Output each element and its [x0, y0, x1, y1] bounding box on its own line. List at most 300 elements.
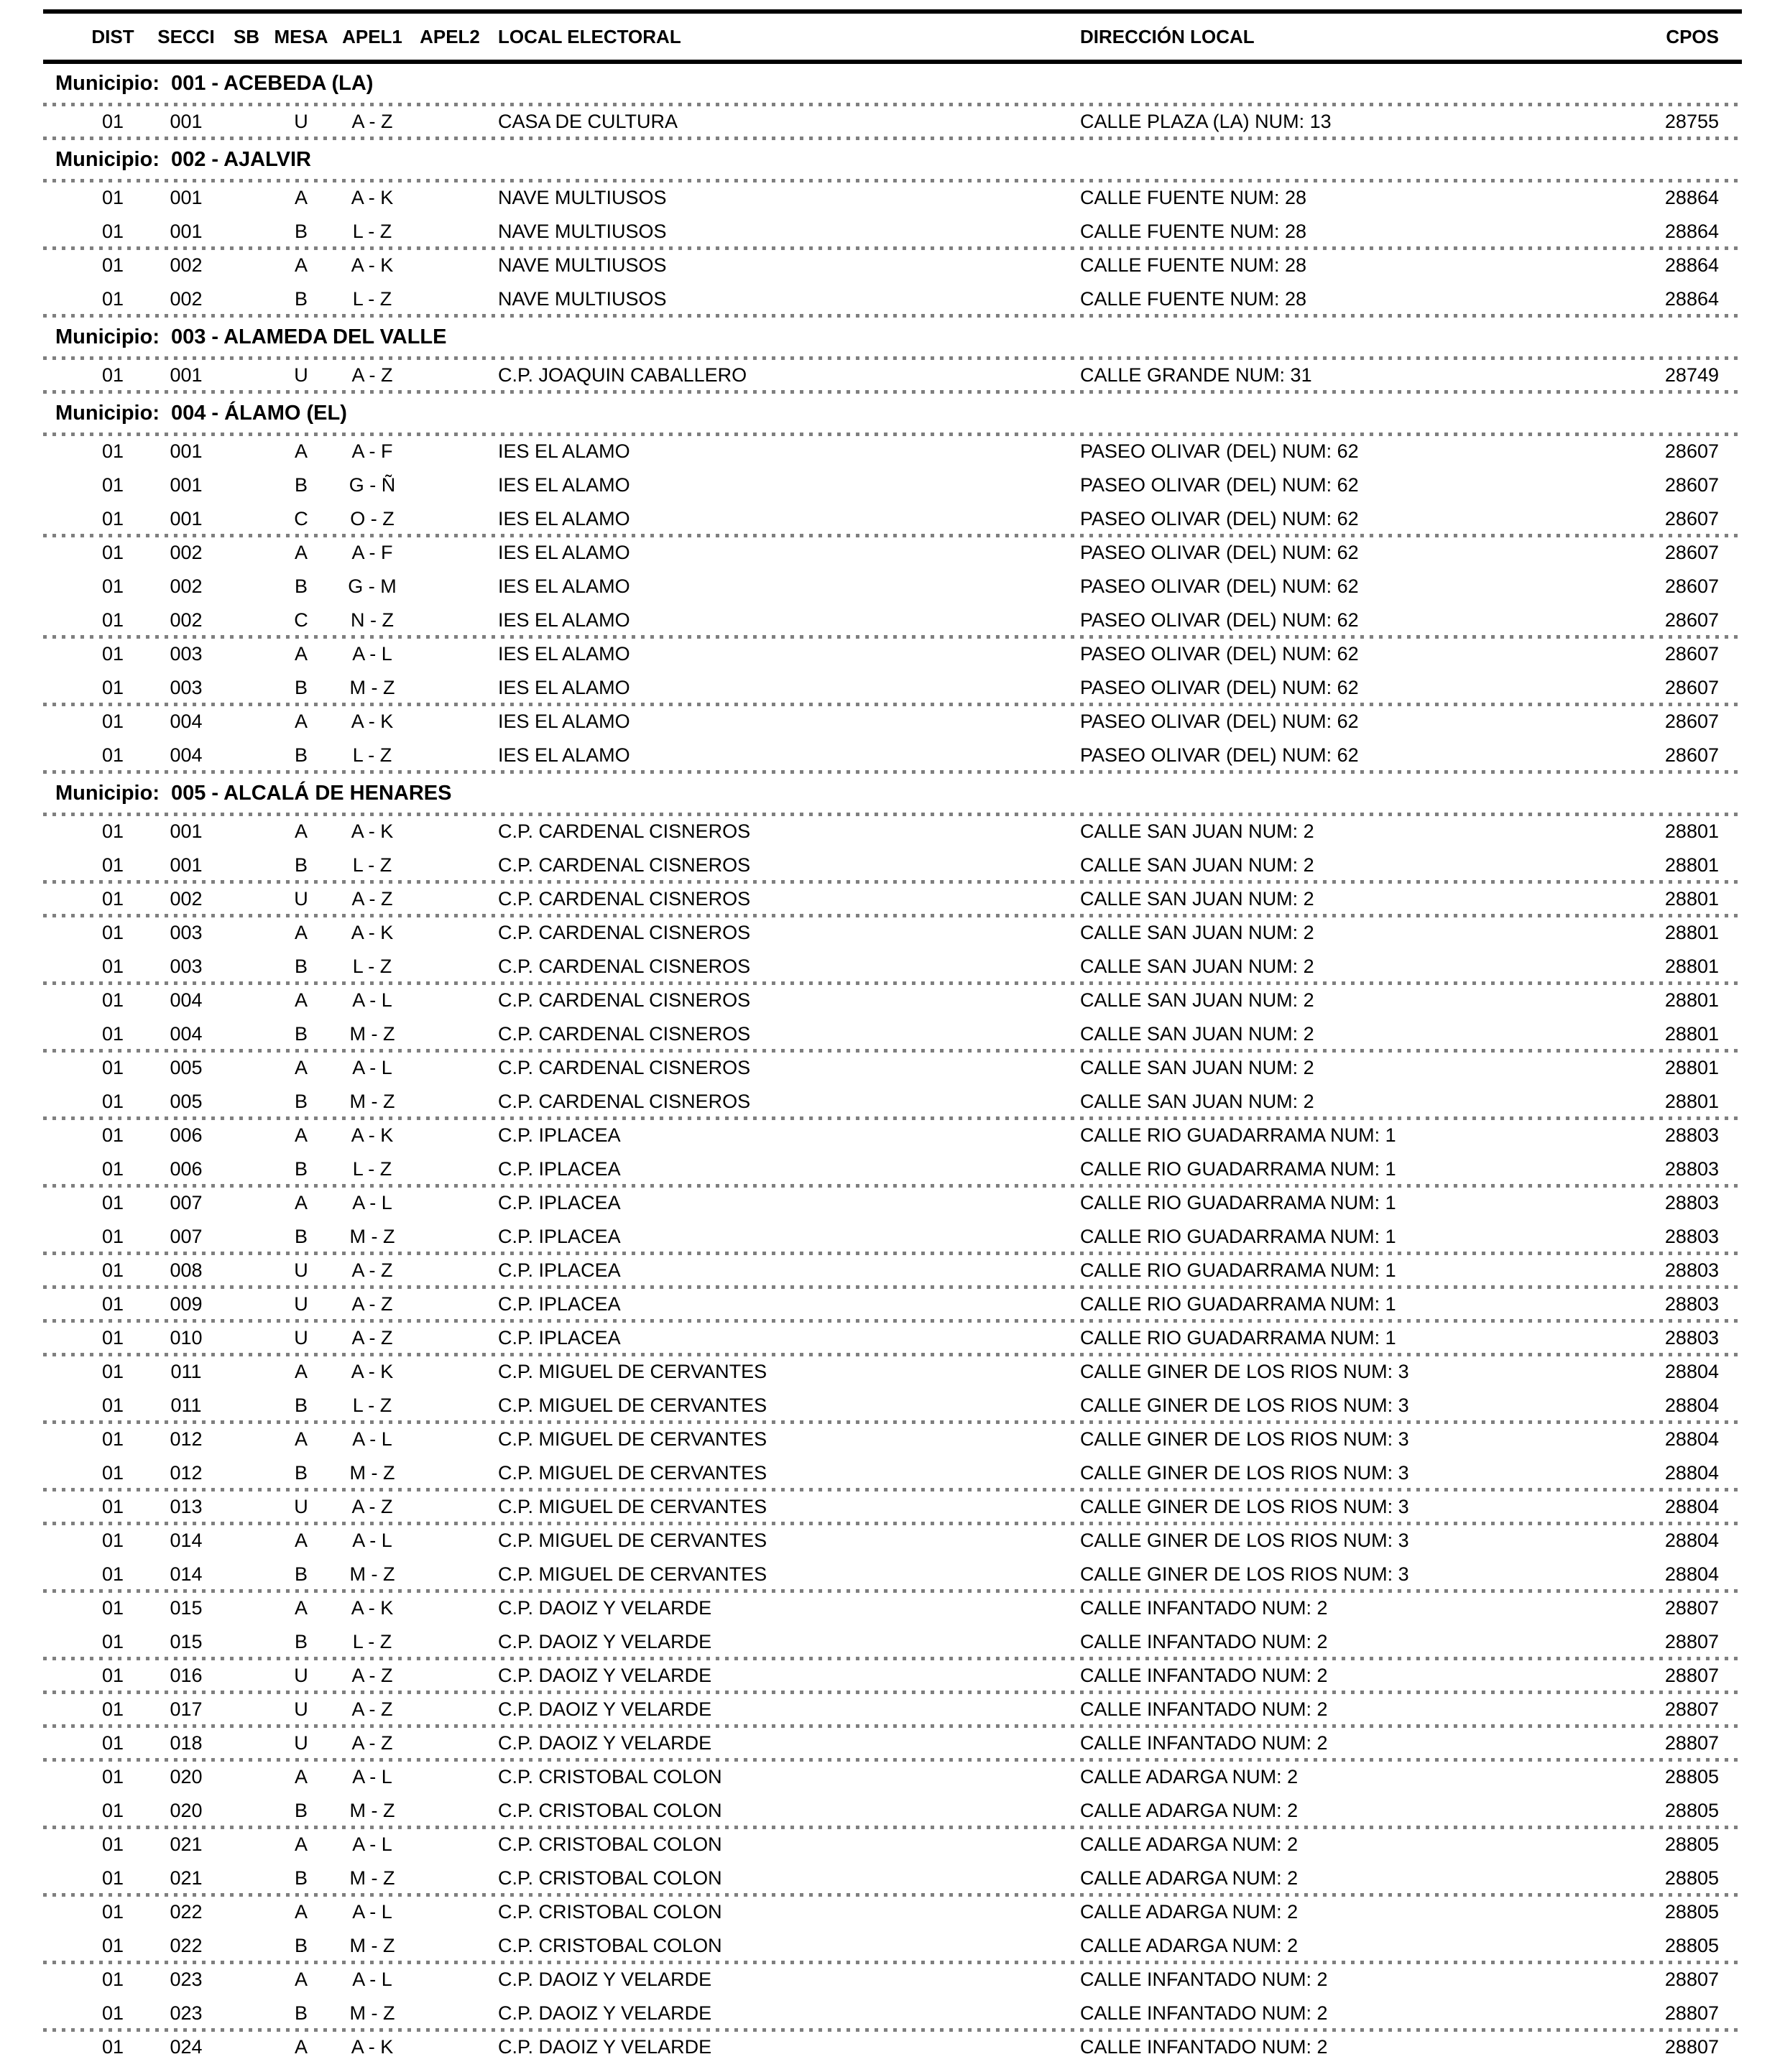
cell-apel1: M - Z: [349, 1090, 395, 1112]
cell-sb: [218, 250, 275, 280]
cell-local-electoral: IES EL ALAMO: [498, 541, 630, 563]
cell-apel2: [407, 706, 493, 736]
cell-apel2: [407, 917, 493, 948]
table-row: [0, 1627, 1785, 1657]
cell-direccion-local: PASEO OLIVAR (DEL) NUM: 62: [1080, 710, 1359, 732]
column-header-local-electoral: LOCAL ELECTORAL: [498, 25, 681, 47]
cell-sb: [218, 106, 275, 137]
cell-dist: 01: [101, 1191, 124, 1213]
cell-apel2: [407, 1390, 493, 1420]
cell-apel1: A - Z: [351, 1259, 393, 1281]
cell-local-electoral: IES EL ALAMO: [498, 744, 630, 766]
cell-dist: 01: [101, 1698, 124, 1720]
cell-direccion-local: CALLE RIO GUADARRAMA NUM: 1: [1080, 1326, 1396, 1349]
table-row: [0, 1525, 1785, 1555]
cell-apel2: [407, 985, 493, 1015]
cell-secci: 001: [170, 220, 203, 242]
cell-apel1: G - M: [348, 575, 397, 597]
table-body: [0, 64, 1785, 2062]
cell-sb: [218, 1053, 275, 1083]
table-row: [0, 1086, 1785, 1116]
cell-dist: 01: [101, 921, 124, 943]
municipality-section: [0, 394, 1785, 774]
cell-local-electoral: C.P. MIGUEL DE CERVANTES: [498, 1428, 767, 1450]
cell-apel1: M - Z: [349, 1225, 395, 1247]
table-row: [0, 1593, 1785, 1623]
cell-apel1: A - Z: [351, 1326, 393, 1349]
cell-cpos: 28804: [1664, 1495, 1719, 1517]
table-row: [0, 1221, 1785, 1252]
cell-mesa: B: [294, 1934, 308, 1956]
cell-direccion-local: CALLE SAN JUAN NUM: 2: [1080, 1022, 1314, 1045]
column-header-secci: SECCI: [157, 25, 215, 47]
cell-local-electoral: C.P. MIGUEL DE CERVANTES: [498, 1563, 767, 1585]
cell-direccion-local: PASEO OLIVAR (DEL) NUM: 62: [1080, 642, 1359, 665]
cell-direccion-local: CALLE INFANTADO NUM: 2: [1080, 2002, 1328, 2024]
cell-mesa: B: [294, 1867, 308, 1889]
municipality-name: 003 - ALAMEDA DEL VALLE: [170, 325, 447, 348]
cell-cpos: 28803: [1664, 1191, 1719, 1213]
cell-cpos: 28804: [1664, 1563, 1719, 1585]
cell-direccion-local: CALLE ADARGA NUM: 2: [1080, 1833, 1299, 1855]
table-row: [0, 1424, 1785, 1454]
section-row-group: [0, 2032, 1785, 2062]
cell-mesa: U: [294, 1698, 308, 1720]
cell-dist: 01: [101, 1090, 124, 1112]
cell-cpos: 28803: [1664, 1157, 1719, 1180]
cell-cpos: 28804: [1664, 1394, 1719, 1416]
cell-apel2: [407, 1019, 493, 1049]
cell-sb: [218, 850, 275, 880]
cell-mesa: B: [294, 473, 308, 496]
cell-cpos: 28864: [1664, 186, 1719, 208]
cell-dist: 01: [101, 1225, 124, 1247]
cell-apel1: A - L: [352, 1833, 392, 1855]
cell-dist: 01: [101, 254, 124, 276]
section-row-group: [0, 1525, 1785, 1589]
section-row-group: [0, 816, 1785, 880]
table-row: [0, 951, 1785, 981]
cell-mesa: B: [294, 575, 308, 597]
cell-cpos: 28801: [1664, 1056, 1719, 1078]
cell-local-electoral: C.P. IPLACEA: [498, 1292, 621, 1315]
cell-apel1: M - Z: [349, 1799, 395, 1821]
cell-dist: 01: [101, 110, 124, 132]
cell-apel2: [407, 504, 493, 534]
table-row: [0, 1053, 1785, 1083]
cell-local-electoral: NAVE MULTIUSOS: [498, 254, 667, 276]
cell-cpos: 28801: [1664, 1090, 1719, 1112]
cell-direccion-local: CALLE GINER DE LOS RIOS NUM: 3: [1080, 1529, 1409, 1551]
cell-mesa: B: [294, 287, 308, 310]
cell-direccion-local: CALLE FUENTE NUM: 28: [1080, 254, 1307, 276]
cell-dist: 01: [101, 220, 124, 242]
cell-mesa: B: [294, 955, 308, 977]
cell-cpos: 28864: [1664, 254, 1719, 276]
cell-dist: 01: [101, 1833, 124, 1855]
cell-apel2: [407, 1356, 493, 1387]
section-row-group: [0, 1694, 1785, 1724]
cell-secci: 015: [170, 1596, 203, 1619]
cell-secci: 011: [170, 1394, 202, 1416]
cell-local-electoral: C.P. CARDENAL CISNEROS: [498, 820, 751, 842]
cell-direccion-local: CALLE INFANTADO NUM: 2: [1080, 1731, 1328, 1754]
cell-apel1: A - Z: [351, 1664, 393, 1686]
cell-cpos: 28807: [1664, 1968, 1719, 1990]
cell-direccion-local: CALLE INFANTADO NUM: 2: [1080, 1968, 1328, 1990]
cell-secci: 002: [170, 887, 203, 910]
cell-dist: 01: [101, 642, 124, 665]
cell-sb: [218, 1795, 275, 1826]
section-row-group: [0, 1964, 1785, 2028]
cell-apel2: [407, 436, 493, 466]
cell-cpos: 28804: [1664, 1529, 1719, 1551]
table-row: [0, 672, 1785, 703]
cell-apel1: A - L: [352, 642, 392, 665]
cell-local-electoral: C.P. DAOIZ Y VELARDE: [498, 2002, 712, 2024]
table-row: [0, 537, 1785, 568]
cell-apel2: [407, 1559, 493, 1589]
cell-dist: 01: [101, 744, 124, 766]
municipality-label: Municipio:: [55, 71, 160, 95]
cell-dist: 01: [101, 1529, 124, 1551]
cell-secci: 023: [170, 1968, 203, 1990]
cell-apel2: [407, 1323, 493, 1353]
cell-apel1: L - Z: [352, 220, 392, 242]
cell-apel1: M - Z: [349, 2002, 395, 2024]
table-row: [0, 1795, 1785, 1826]
cell-dist: 01: [101, 541, 124, 563]
cell-dist: 01: [101, 955, 124, 977]
cell-direccion-local: CALLE GINER DE LOS RIOS NUM: 3: [1080, 1360, 1409, 1382]
table-row: [0, 1829, 1785, 1859]
cell-mesa: A: [294, 1124, 308, 1146]
cell-apel2: [407, 1053, 493, 1083]
cell-mesa: B: [294, 1157, 308, 1180]
cell-dist: 01: [101, 676, 124, 698]
cell-dist: 01: [101, 887, 124, 910]
cell-direccion-local: CALLE SAN JUAN NUM: 2: [1080, 1056, 1314, 1078]
table-row: [0, 1897, 1785, 1927]
table-row: [0, 1559, 1785, 1589]
cell-direccion-local: CALLE INFANTADO NUM: 2: [1080, 1596, 1328, 1619]
cell-sb: [218, 470, 275, 500]
cell-mesa: U: [294, 1326, 308, 1349]
municipality-header: [0, 318, 1785, 356]
cell-secci: 006: [170, 1124, 203, 1146]
cell-local-electoral: C.P. DAOIZ Y VELARDE: [498, 1731, 712, 1754]
municipality-label: Municipio:: [55, 781, 160, 805]
cell-sb: [218, 816, 275, 846]
cell-sb: [218, 1525, 275, 1555]
cell-apel1: G - Ñ: [349, 473, 396, 496]
cell-local-electoral: C.P. MIGUEL DE CERVANTES: [498, 1394, 767, 1416]
cell-secci: 001: [170, 854, 203, 876]
cell-sb: [218, 436, 275, 466]
cell-direccion-local: CALLE INFANTADO NUM: 2: [1080, 1698, 1328, 1720]
cell-secci: 024: [170, 2035, 203, 2058]
section-row-group: [0, 1829, 1785, 1893]
cell-local-electoral: C.P. MIGUEL DE CERVANTES: [498, 1360, 767, 1382]
cell-mesa: U: [294, 110, 308, 132]
cell-apel2: [407, 1154, 493, 1184]
cell-apel1: A - Z: [351, 887, 393, 910]
cell-cpos: 28607: [1664, 642, 1719, 665]
cell-sb: [218, 740, 275, 770]
cell-sb: [218, 1863, 275, 1893]
cell-mesa: A: [294, 989, 308, 1011]
cell-sb: [218, 1086, 275, 1116]
cell-apel1: A - Z: [351, 1495, 393, 1517]
cell-dist: 01: [101, 1664, 124, 1686]
cell-direccion-local: CALLE GINER DE LOS RIOS NUM: 3: [1080, 1495, 1409, 1517]
cell-sb: [218, 1694, 275, 1724]
cell-secci: 001: [170, 507, 203, 529]
cell-apel1: L - Z: [352, 854, 392, 876]
table-row: [0, 985, 1785, 1015]
cell-local-electoral: IES EL ALAMO: [498, 507, 630, 529]
column-header-sb: SB: [233, 25, 260, 47]
cell-cpos: 28801: [1664, 854, 1719, 876]
section-row-group: [0, 1728, 1785, 1758]
cell-mesa: B: [294, 1022, 308, 1045]
table-row: [0, 216, 1785, 246]
cell-direccion-local: CALLE INFANTADO NUM: 2: [1080, 1664, 1328, 1686]
cell-apel1: L - Z: [352, 1630, 392, 1652]
municipality-name: 005 - ALCALÁ DE HENARES: [170, 781, 452, 805]
cell-direccion-local: CALLE GRANDE NUM: 31: [1080, 364, 1312, 386]
cell-mesa: A: [294, 1428, 308, 1450]
cell-secci: 001: [170, 473, 203, 496]
cell-dist: 01: [101, 2002, 124, 2024]
section-row-group: [0, 1897, 1785, 1961]
cell-apel2: [407, 1120, 493, 1150]
cell-direccion-local: PASEO OLIVAR (DEL) NUM: 62: [1080, 507, 1359, 529]
table-row: [0, 1660, 1785, 1691]
cell-apel2: [407, 1188, 493, 1218]
table-row: [0, 706, 1785, 736]
cell-dist: 01: [101, 507, 124, 529]
cell-apel2: [407, 816, 493, 846]
cell-direccion-local: CALLE ADARGA NUM: 2: [1080, 1900, 1299, 1923]
cell-mesa: B: [294, 220, 308, 242]
cell-cpos: 28749: [1664, 364, 1719, 386]
cell-apel1: A - Z: [351, 1731, 393, 1754]
cell-direccion-local: PASEO OLIVAR (DEL) NUM: 62: [1080, 575, 1359, 597]
cell-secci: 003: [170, 921, 203, 943]
cell-apel2: [407, 250, 493, 280]
cell-direccion-local: CALLE GINER DE LOS RIOS NUM: 3: [1080, 1394, 1409, 1416]
section-row-group: [0, 706, 1785, 770]
cell-secci: 011: [170, 1360, 202, 1382]
cell-apel1: A - K: [351, 710, 394, 732]
table-row: [0, 1019, 1785, 1049]
cell-sb: [218, 1458, 275, 1488]
cell-cpos: 28803: [1664, 1225, 1719, 1247]
cell-apel2: [407, 1255, 493, 1285]
cell-dist: 01: [101, 1326, 124, 1349]
table-row: [0, 2032, 1785, 2062]
cell-sb: [218, 182, 275, 213]
cell-direccion-local: CALLE PLAZA (LA) NUM: 13: [1080, 110, 1332, 132]
cell-dist: 01: [101, 1934, 124, 1956]
cell-dist: 01: [101, 1394, 124, 1416]
table-row: [0, 470, 1785, 500]
cell-mesa: A: [294, 1765, 308, 1787]
cell-direccion-local: CALLE SAN JUAN NUM: 2: [1080, 921, 1314, 943]
cell-direccion-local: PASEO OLIVAR (DEL) NUM: 62: [1080, 473, 1359, 496]
cell-local-electoral: C.P. CARDENAL CISNEROS: [498, 955, 751, 977]
cell-mesa: A: [294, 1529, 308, 1551]
cell-apel1: A - K: [351, 2035, 394, 2058]
cell-dist: 01: [101, 186, 124, 208]
cell-local-electoral: C.P. CRISTOBAL COLON: [498, 1900, 722, 1923]
cell-apel1: A - K: [351, 254, 394, 276]
cell-cpos: 28607: [1664, 744, 1719, 766]
cell-mesa: U: [294, 1664, 308, 1686]
cell-dist: 01: [101, 575, 124, 597]
table-row: [0, 360, 1785, 390]
table-row: [0, 504, 1785, 534]
cell-secci: 017: [170, 1698, 203, 1720]
cell-mesa: A: [294, 921, 308, 943]
table-row: [0, 605, 1785, 635]
cell-secci: 020: [170, 1799, 203, 1821]
cell-cpos: 28801: [1664, 820, 1719, 842]
cell-apel2: [407, 571, 493, 601]
cell-dist: 01: [101, 440, 124, 462]
section-row-group: [0, 1356, 1785, 1420]
cell-dist: 01: [101, 1765, 124, 1787]
cell-cpos: 28755: [1664, 110, 1719, 132]
cell-sb: [218, 1660, 275, 1691]
cell-secci: 021: [170, 1867, 203, 1889]
cell-sb: [218, 1390, 275, 1420]
cell-mesa: A: [294, 440, 308, 462]
table-row: [0, 917, 1785, 948]
cell-apel2: [407, 1863, 493, 1893]
section-row-group: [0, 436, 1785, 534]
cell-direccion-local: CALLE ADARGA NUM: 2: [1080, 1867, 1299, 1889]
cell-secci: 002: [170, 287, 203, 310]
cell-cpos: 28805: [1664, 1799, 1719, 1821]
cell-direccion-local: CALLE FUENTE NUM: 28: [1080, 287, 1307, 310]
cell-direccion-local: CALLE RIO GUADARRAMA NUM: 1: [1080, 1124, 1396, 1146]
cell-sb: [218, 985, 275, 1015]
cell-secci: 002: [170, 541, 203, 563]
cell-local-electoral: C.P. CARDENAL CISNEROS: [498, 1022, 751, 1045]
table-row: [0, 1863, 1785, 1893]
cell-local-electoral: C.P. IPLACEA: [498, 1326, 621, 1349]
cell-direccion-local: CALLE RIO GUADARRAMA NUM: 1: [1080, 1259, 1396, 1281]
cell-local-electoral: C.P. MIGUEL DE CERVANTES: [498, 1461, 767, 1484]
cell-cpos: 28864: [1664, 287, 1719, 310]
cell-secci: 004: [170, 989, 203, 1011]
cell-cpos: 28801: [1664, 989, 1719, 1011]
cell-sb: [218, 1221, 275, 1252]
cell-apel2: [407, 1998, 493, 2028]
section-row-group: [0, 917, 1785, 981]
cell-apel1: N - Z: [351, 609, 394, 631]
cell-sb: [218, 917, 275, 948]
cell-apel1: L - Z: [352, 955, 392, 977]
cell-dist: 01: [101, 1292, 124, 1315]
cell-apel2: [407, 951, 493, 981]
cell-sb: [218, 706, 275, 736]
cell-apel1: A - L: [352, 1428, 392, 1450]
table-column-header-row: [0, 14, 1785, 60]
cell-sb: [218, 1289, 275, 1319]
cell-cpos: 28801: [1664, 887, 1719, 910]
cell-mesa: A: [294, 1360, 308, 1382]
section-row-group: [0, 1491, 1785, 1522]
cell-apel1: A - K: [351, 820, 394, 842]
cell-apel1: M - Z: [349, 1563, 395, 1585]
cell-mesa: A: [294, 820, 308, 842]
municipality-header: [0, 394, 1785, 433]
cell-cpos: 28804: [1664, 1360, 1719, 1382]
cell-local-electoral: C.P. DAOIZ Y VELARDE: [498, 1698, 712, 1720]
cell-sb: [218, 284, 275, 314]
cell-secci: 012: [170, 1428, 203, 1450]
cell-local-electoral: C.P. CRISTOBAL COLON: [498, 1867, 722, 1889]
table-row: [0, 816, 1785, 846]
cell-sb: [218, 1762, 275, 1792]
cell-mesa: B: [294, 2002, 308, 2024]
cell-dist: 01: [101, 710, 124, 732]
cell-secci: 001: [170, 820, 203, 842]
cell-direccion-local: CALLE RIO GUADARRAMA NUM: 1: [1080, 1292, 1396, 1315]
cell-local-electoral: C.P. CARDENAL CISNEROS: [498, 887, 751, 910]
table-row: [0, 1188, 1785, 1218]
cell-direccion-local: CALLE SAN JUAN NUM: 2: [1080, 989, 1314, 1011]
cell-apel1: A - L: [352, 1191, 392, 1213]
cell-direccion-local: CALLE RIO GUADARRAMA NUM: 1: [1080, 1191, 1396, 1213]
cell-secci: 003: [170, 676, 203, 698]
municipality-name: 004 - ÁLAMO (EL): [170, 401, 347, 425]
cell-secci: 008: [170, 1259, 203, 1281]
cell-cpos: 28807: [1664, 1731, 1719, 1754]
cell-dist: 01: [101, 1867, 124, 1889]
cell-direccion-local: CALLE GINER DE LOS RIOS NUM: 3: [1080, 1563, 1409, 1585]
cell-cpos: 28803: [1664, 1326, 1719, 1349]
section-row-group: [0, 1660, 1785, 1691]
cell-dist: 01: [101, 1630, 124, 1652]
section-row-group: [0, 1323, 1785, 1353]
section-row-group: [0, 1289, 1785, 1319]
column-header-apel1: APEL1: [342, 25, 402, 47]
cell-apel2: [407, 639, 493, 669]
cell-local-electoral: IES EL ALAMO: [498, 609, 630, 631]
cell-secci: 001: [170, 440, 203, 462]
cell-secci: 007: [170, 1225, 203, 1247]
table-row: [0, 1356, 1785, 1387]
table-row: [0, 639, 1785, 669]
cell-mesa: B: [294, 1461, 308, 1484]
table-row: [0, 182, 1785, 213]
cell-dist: 01: [101, 1157, 124, 1180]
cell-cpos: 28804: [1664, 1461, 1719, 1484]
cell-apel2: [407, 1525, 493, 1555]
cell-apel1: A - F: [351, 541, 393, 563]
cell-apel2: [407, 1728, 493, 1758]
cell-dist: 01: [101, 1022, 124, 1045]
cell-sb: [218, 672, 275, 703]
municipality-label: Municipio:: [55, 401, 160, 425]
cell-mesa: U: [294, 887, 308, 910]
cell-apel1: A - K: [351, 186, 394, 208]
cell-direccion-local: PASEO OLIVAR (DEL) NUM: 62: [1080, 609, 1359, 631]
